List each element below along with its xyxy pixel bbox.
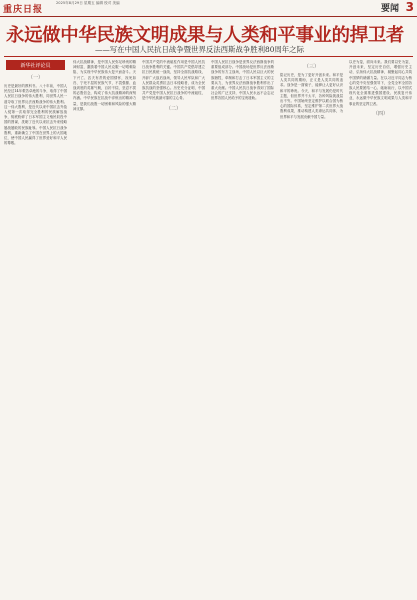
column-text: 历史是最好的教科书。八十年前，中国人民经过14年艰苦卓绝的斗争，取得了中国人民抗日战争的伟大胜利，同世界人民一道夺取了世界反法西斯战争的伟大胜利。这一伟大胜利，是近代以来中国抗击外敌入侵第一次取得完全胜利的民族解放战争，彻底粉碎了日本军国主义殖民奴役中国的图谋，洗刷了近代以来抗击外来侵略屡战屡败的民族耻辱。中国人民抗日战争胜利，重新确立了中国在世界上的大国地位，使中国人民赢得了世界爱好和平人民的尊敬。 xyxy=(4,84,67,146)
headline-divider xyxy=(4,56,413,57)
article-column-6 xyxy=(349,60,412,596)
issue-metadata: 2025年8月29日 星期五 编辑 校对 美编 xyxy=(56,1,120,5)
part-label: （三） xyxy=(303,64,319,70)
article-column-5 xyxy=(280,60,343,596)
headline: 永远做中华民族文明成果与人类和平事业的捍卫者 xyxy=(6,25,404,46)
column-text: 中国人民抗日战争是世界反法西斯战争的重要组成部分。中国战场是世界反法西斯战争的东方主战场，中国人民以巨大的民族牺牲，牵制和打击了日本军国主义的主要兵力，为世界反法西斯战争胜利作出了重大贡献。中国人民抗日战争得到了国际社会的广泛支持，中国人民永远不会忘记世界各国人民给予的宝贵援助。 xyxy=(211,60,274,101)
subheadline: ——写在中国人民抗日战争暨世界反法西斯战争胜利80周年之际 xyxy=(95,45,304,54)
article-column-1 xyxy=(4,60,67,596)
author-tag: 新华社评论员 xyxy=(6,60,65,70)
page-header xyxy=(0,0,417,17)
article-column-4 xyxy=(211,60,274,596)
section-label: 要闻 xyxy=(380,4,399,14)
article-column-2 xyxy=(73,60,136,596)
column-text: 中国共产党的中流砥柱作用是中国人民抗日战争胜利的关键。中国共产党倡导建立抗日民族统一战线，坚持全面抗战路线，开辟广大敌后战场，领导人民军队和广大人民群众英勇抗击日本侵略者，成为全民族抗战的坚强核心。历史充分证明，中国共产党是中国人民抗日战争的中流砥柱，是中华民族最可靠的主心骨。 xyxy=(142,60,205,101)
article-body xyxy=(4,60,413,596)
article-column-3 xyxy=(142,60,205,596)
column-text: 以史为鉴，面向未来。我们要以史为鉴、开创未来，坚定历史自信，增强历史主动，弘扬伟大抗战精神，凝聚起同心共筑中国梦的磅礴力量。在以习近平同志为核心的党中央坚强领导下，全党全军全国各族人民要团结一心、砥砺前行，以中国式现代化全面推进强国建设、民族复兴伟业，永远做中华民族文明成果与人类和平事业的坚定捍卫者。 xyxy=(349,60,412,106)
part-label: （四） xyxy=(372,110,388,117)
part-label: （一） xyxy=(27,75,43,81)
column-text: 伟大抗战精神，是中国人民弥足珍贵的精神财富，激励着中国人民克服一切艰难险阻、为实现中华民族伟大复兴而奋斗。天下兴亡、匹夫有责的爱国情怀，视死如归、宁死不屈的民族气节，不畏强暴、血战到底的英雄气概，百折不挠、坚忍不拔的必胜信念，构成了伟大抗战精神的深刻内涵。中华民族在抗战中淬炼出的精神力量，是我们战胜一切困难和风险的强大精神支撑。 xyxy=(73,60,136,111)
newspaper-masthead: 重庆日报 xyxy=(3,5,44,15)
page-number: 3 xyxy=(405,0,414,14)
column-text: 铭记历史，是为了更好开创未来。和平是人类共同的期盼，正义是人类共同的追求。战争是一面镜子，能够让人更好认识和平的珍贵。今天，和平与发展仍是时代主题，但世界并不太平，各种风险挑战层出不穷。中国始终坚定维护以联合国为核心的国际体系，坚定维护第二次世界大战胜利成果，推动构建人类命运共同体，为世界和平与发展贡献中国力量。 xyxy=(280,73,343,119)
part-label: （二） xyxy=(165,105,181,112)
